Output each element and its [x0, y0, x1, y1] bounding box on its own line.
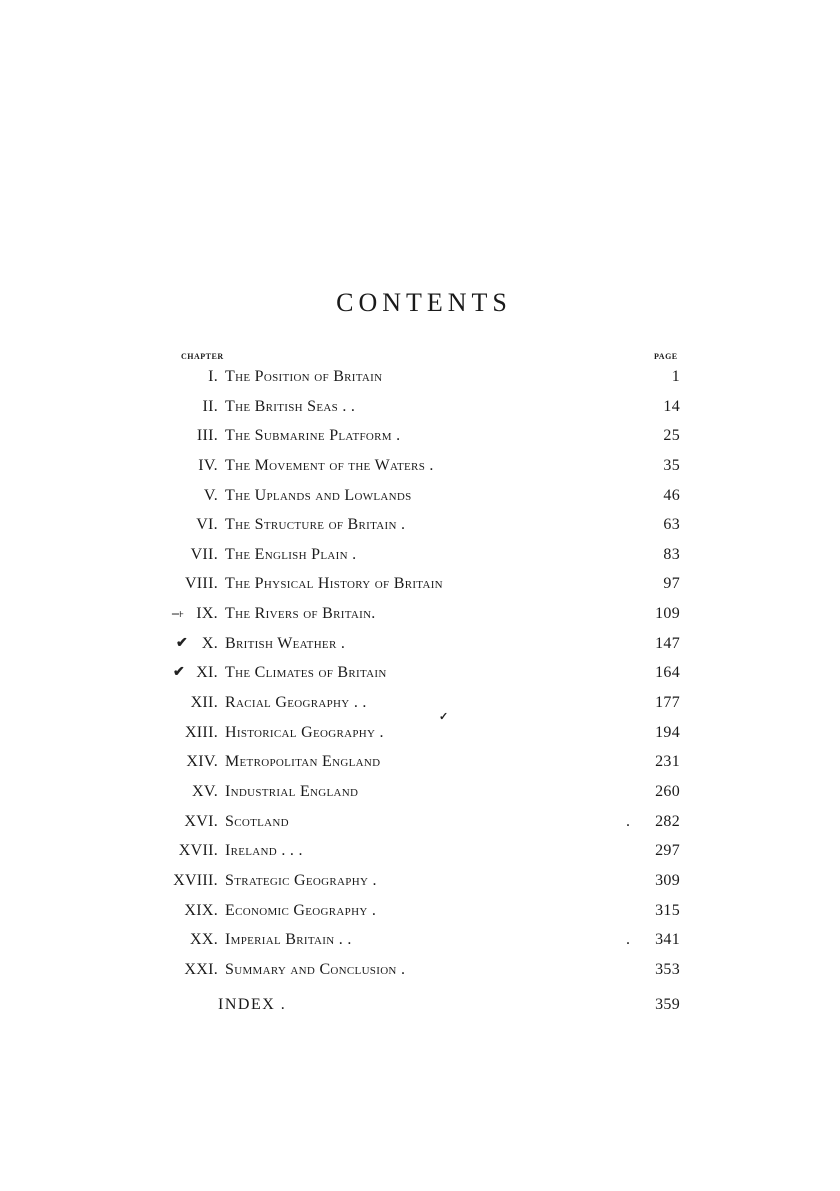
- chapter-number: XII.: [190, 694, 218, 712]
- page-column-header: PAGE: [654, 352, 678, 361]
- page-number: 297: [655, 842, 680, 860]
- pencil-tick-mark-icon: ✓: [439, 710, 449, 723]
- chapter-number: VI.: [196, 516, 218, 534]
- contents-list: [0, 366, 840, 1024]
- chapter-title: Historical Geography .: [225, 723, 384, 741]
- toc-entry: [0, 425, 840, 455]
- leader-dot: .: [626, 812, 631, 830]
- chapter-number: III.: [196, 427, 218, 445]
- toc-entry: [0, 781, 840, 811]
- page-number: 97: [663, 575, 680, 593]
- toc-entry: [0, 710, 840, 752]
- leader-dot: .: [626, 931, 631, 949]
- chapter-number: VIII.: [184, 575, 218, 593]
- pencil-tick-mark-icon: –˫: [172, 606, 185, 622]
- page-number: 164: [655, 664, 680, 682]
- page-number: 231: [655, 753, 680, 771]
- chapter-number: XXI.: [184, 960, 218, 978]
- chapter-number: VII.: [190, 545, 218, 563]
- page-title: CONTENTS: [336, 288, 512, 317]
- chapter-number: V.: [203, 486, 218, 504]
- chapter-number: XIII.: [184, 723, 218, 741]
- toc-entry: [0, 396, 840, 426]
- chapter-number: XVIII.: [173, 871, 218, 889]
- toc-entry: [0, 929, 840, 959]
- chapter-number: XIV.: [186, 753, 218, 771]
- toc-entry: [0, 544, 840, 574]
- toc-entry: [0, 751, 840, 781]
- page-number: 46: [663, 486, 680, 504]
- chapter-title: Ireland . . .: [225, 842, 303, 860]
- page-number: 260: [655, 782, 680, 800]
- chapter-number: XI.: [196, 664, 218, 682]
- chapter-title: The English Plain .: [225, 545, 357, 563]
- toc-entry: [0, 366, 840, 396]
- chapter-number: IX.: [196, 605, 218, 623]
- toc-entry: [0, 840, 840, 870]
- chapter-number: XX.: [189, 931, 218, 949]
- chapter-title: Imperial Britain . .: [225, 931, 352, 949]
- chapter-number: XIX.: [184, 901, 218, 919]
- toc-entry: [0, 662, 840, 692]
- toc-entry: [0, 811, 840, 841]
- index-title: INDEX .: [218, 996, 287, 1014]
- chapter-number: XVI.: [184, 812, 218, 830]
- chapter-title: Scotland: [225, 812, 289, 830]
- index-entry: [0, 994, 840, 1024]
- toc-entry: [0, 870, 840, 900]
- chapter-title: Racial Geography . .: [225, 694, 367, 712]
- index-page-number: 359: [655, 996, 680, 1014]
- chapter-title: Strategic Geography .: [225, 871, 377, 889]
- page-number: 109: [655, 605, 680, 623]
- chapter-title: The Climates of Britain: [225, 664, 387, 682]
- chapter-number: XV.: [192, 782, 218, 800]
- toc-entry: [0, 692, 840, 722]
- chapter-number: X.: [201, 634, 218, 652]
- chapter-title: British Weather .: [225, 634, 346, 652]
- page-number: 341: [655, 931, 680, 949]
- chapter-number: I.: [208, 368, 218, 385]
- toc-entry: [0, 959, 840, 989]
- chapter-title: The Structure of Britain .: [225, 516, 406, 534]
- chapter-title: Economic Geography .: [225, 901, 377, 919]
- chapter-title: The Movement of the Waters .: [225, 456, 434, 474]
- page-number: 147: [655, 634, 680, 652]
- page-number: 63: [663, 516, 680, 534]
- chapter-title: The British Seas . .: [225, 397, 356, 415]
- page-number: 25: [663, 427, 680, 445]
- page-number: 14: [663, 397, 680, 415]
- page-number: 315: [655, 901, 680, 919]
- page-number: 309: [655, 871, 680, 889]
- toc-entry: [0, 900, 840, 930]
- toc-entry: [0, 485, 840, 515]
- toc-entry: [0, 455, 840, 485]
- chapter-number: IV.: [198, 456, 218, 474]
- page-number: 83: [663, 545, 680, 563]
- pencil-check-mark-icon: ✔: [176, 635, 189, 651]
- page-number: 35: [663, 456, 680, 474]
- page-number: 194: [655, 723, 680, 741]
- toc-entry: [0, 633, 840, 663]
- chapter-title: The Uplands and Lowlands: [225, 486, 412, 504]
- toc-entry: [0, 573, 840, 603]
- toc-entry: [0, 603, 840, 633]
- chapter-title: The Submarine Platform .: [225, 427, 401, 445]
- chapter-title: Summary and Conclusion .: [225, 960, 406, 978]
- chapter-number: XVII.: [178, 842, 218, 860]
- chapter-number: II.: [202, 397, 218, 415]
- chapter-title: The Position of Britain: [225, 368, 383, 385]
- page-number: 353: [655, 960, 680, 978]
- page-number: 1: [671, 368, 680, 385]
- chapter-title: Metropolitan England: [225, 753, 381, 771]
- chapter-title: The Physical History of Britain: [225, 575, 443, 593]
- chapter-title: The Rivers of Britain.: [225, 605, 376, 623]
- page-number: 282: [655, 812, 680, 830]
- pencil-check-mark-icon: ✔: [173, 665, 186, 681]
- toc-entry: [0, 514, 840, 544]
- chapter-column-header: CHAPTER: [181, 352, 224, 361]
- chapter-title: Industrial England: [225, 782, 359, 800]
- page-number: 177: [655, 694, 680, 712]
